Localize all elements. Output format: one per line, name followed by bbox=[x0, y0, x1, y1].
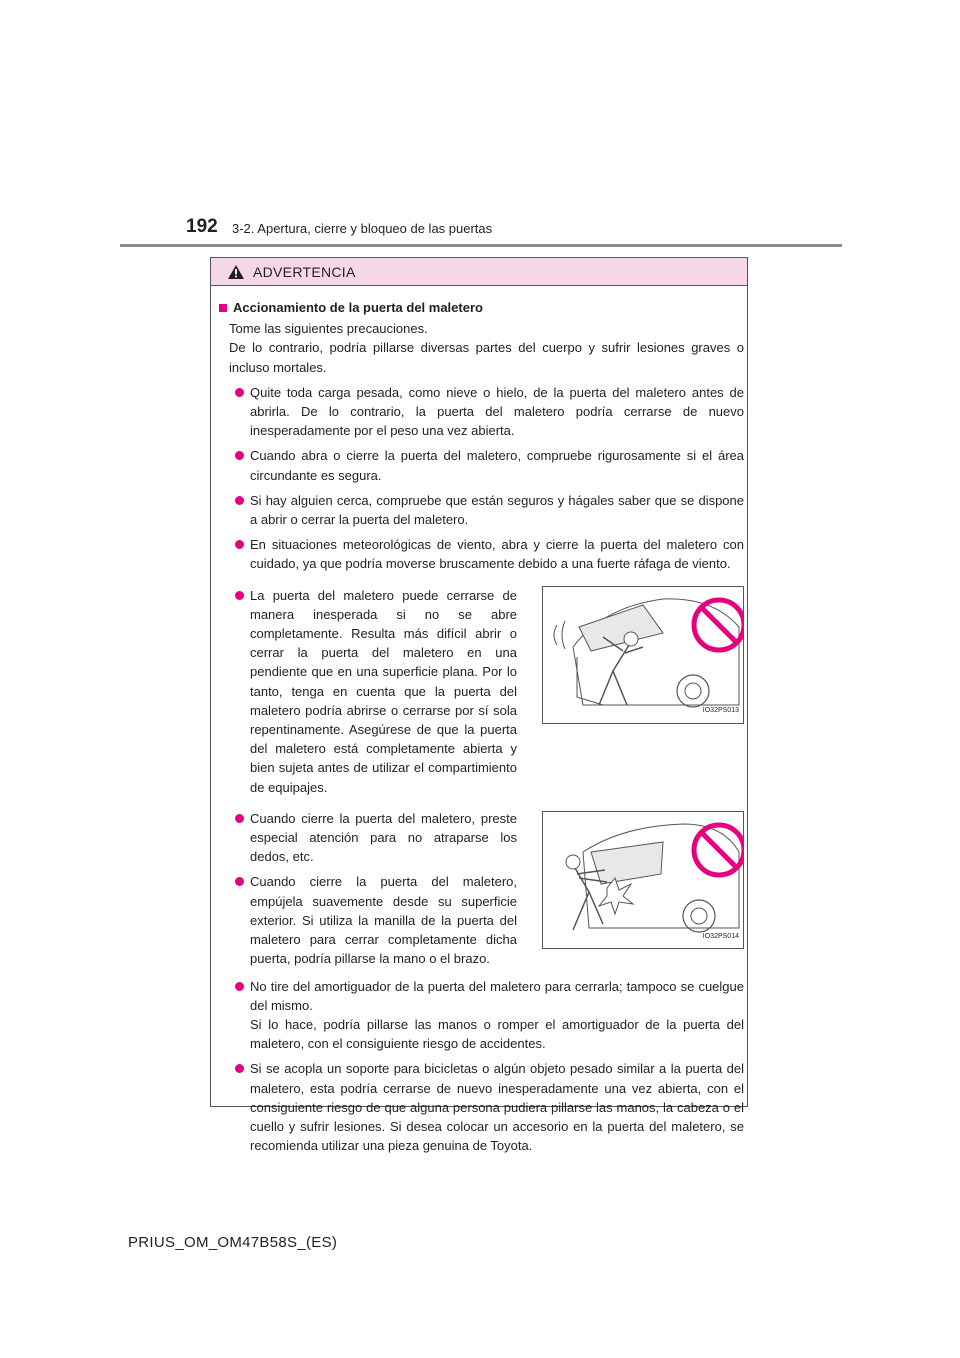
bullet-dot-icon bbox=[235, 814, 244, 823]
figure-section-1 bbox=[219, 582, 744, 797]
bullet-item: Cuando cierre la puerta del maletero, preste especial atención para no atraparse los dedos, etc. bbox=[227, 809, 517, 867]
section-title: 3-2. Apertura, cierre y bloqueo de las puertas bbox=[232, 221, 493, 236]
bullet-item: Si hay alguien cerca, compruebe que están seguros y hágales saber que se dispone a abrir o cerrar la puerta del maletero. bbox=[227, 491, 744, 529]
figure-code: IO32PS013 bbox=[702, 707, 739, 715]
bullet-dot-icon bbox=[235, 982, 244, 991]
bullet-item: Cuando abra o cierre la puerta del maletero, compruebe rigurosamente si el área circundante es segura. bbox=[227, 446, 744, 484]
bullet-dot-icon bbox=[235, 388, 244, 397]
figure-trunk-close bbox=[542, 811, 744, 949]
bullet-item: Si se acopla un soporte para bicicletas o algún objeto pesado similar a la puerta del maletero, esta podría cerrarse de nuevo inesperadamente una vez abierta, con el consiguiente riesgo de que alguna persona pudiera pillarse las manos, la cabeza o el cuello y sufrir lesiones. Si desea colocar un accesorio en la puerta del maletero, se recomienda utilizar una pieza genuina de Toyota. bbox=[227, 1059, 744, 1155]
page-number: 192 bbox=[186, 216, 218, 237]
bullet-item: No tire del amortiguador de la puerta del maletero para cerrarla; tampoco se cuelgue del mismo. Si lo hace, podría pillarse las manos o romper el amortiguador de la puerta del maletero, con el consiguiente riesgo de accidentes. bbox=[227, 977, 744, 1054]
warning-triangle-icon bbox=[227, 264, 245, 280]
bullet-dot-icon bbox=[235, 1064, 244, 1073]
intro-line: De lo contrario, podría pillarse diversas partes del cuerpo y sufrir lesiones graves o incluso mortales. bbox=[229, 340, 744, 375]
figure-code: IO32PS014 bbox=[702, 932, 739, 940]
warning-heading bbox=[219, 298, 744, 317]
bullet-item: En situaciones meteorológicas de viento, abra y cierre la puerta del maletero con cuidado, ya que podría moverse bruscamente debido a una fuerte ráfaga de viento. bbox=[227, 535, 744, 573]
bullet-dot-icon bbox=[235, 540, 244, 549]
bullet-dot-icon bbox=[235, 877, 244, 886]
square-bullet-icon bbox=[219, 304, 227, 312]
warning-content bbox=[219, 298, 744, 1155]
warning-box bbox=[210, 257, 748, 1154]
warning-title: ADVERTENCIA bbox=[253, 263, 356, 280]
bullet-item: Cuando cierre la puerta del maletero, empújela suavemente desde su superficie exterior. Si utiliza la manilla de la puerta del maletero para cerrar completamente dicha puerta, podría pillarse la mano o el brazo. bbox=[227, 872, 517, 968]
heading-text: Accionamiento de la puerta del maletero bbox=[233, 300, 483, 315]
intro-line: Tome las siguientes precauciones. bbox=[229, 321, 428, 337]
bullet-item: Quite toda carga pesada, como nieve o hielo, de la puerta del maletero antes de abrirla. De lo contrario, la puerta del maletero podría cerrarse de nuevo inesperadamente por el peso una vez abierta. bbox=[227, 383, 744, 441]
footer-doc-code: PRIUS_OM_OM47B58S_(ES) bbox=[128, 1234, 338, 1251]
bullet-dot-icon bbox=[235, 451, 244, 460]
bullet-dot-icon bbox=[235, 496, 244, 505]
bullet-dot-icon bbox=[235, 591, 244, 600]
figure-section-2 bbox=[219, 805, 744, 969]
figure-trunk-lift bbox=[542, 586, 744, 724]
warning-header bbox=[211, 258, 747, 286]
bullet-item: La puerta del maletero puede cerrarse de manera inesperada si no se abre completamente. Resulta más difícil abrir o cerrar la puerta del maletero en una pendiente que en una superficie plana. Por lo tanto, tenga en cuenta que la puerta del maletero podría abrirse o cerrarse por sí sola repentinamente. Asegúrese de que la puerta del maletero está completamente abierta y bien sujeta antes de utilizar el compartimiento de equipajes. bbox=[227, 586, 517, 797]
header-rule bbox=[120, 244, 842, 247]
